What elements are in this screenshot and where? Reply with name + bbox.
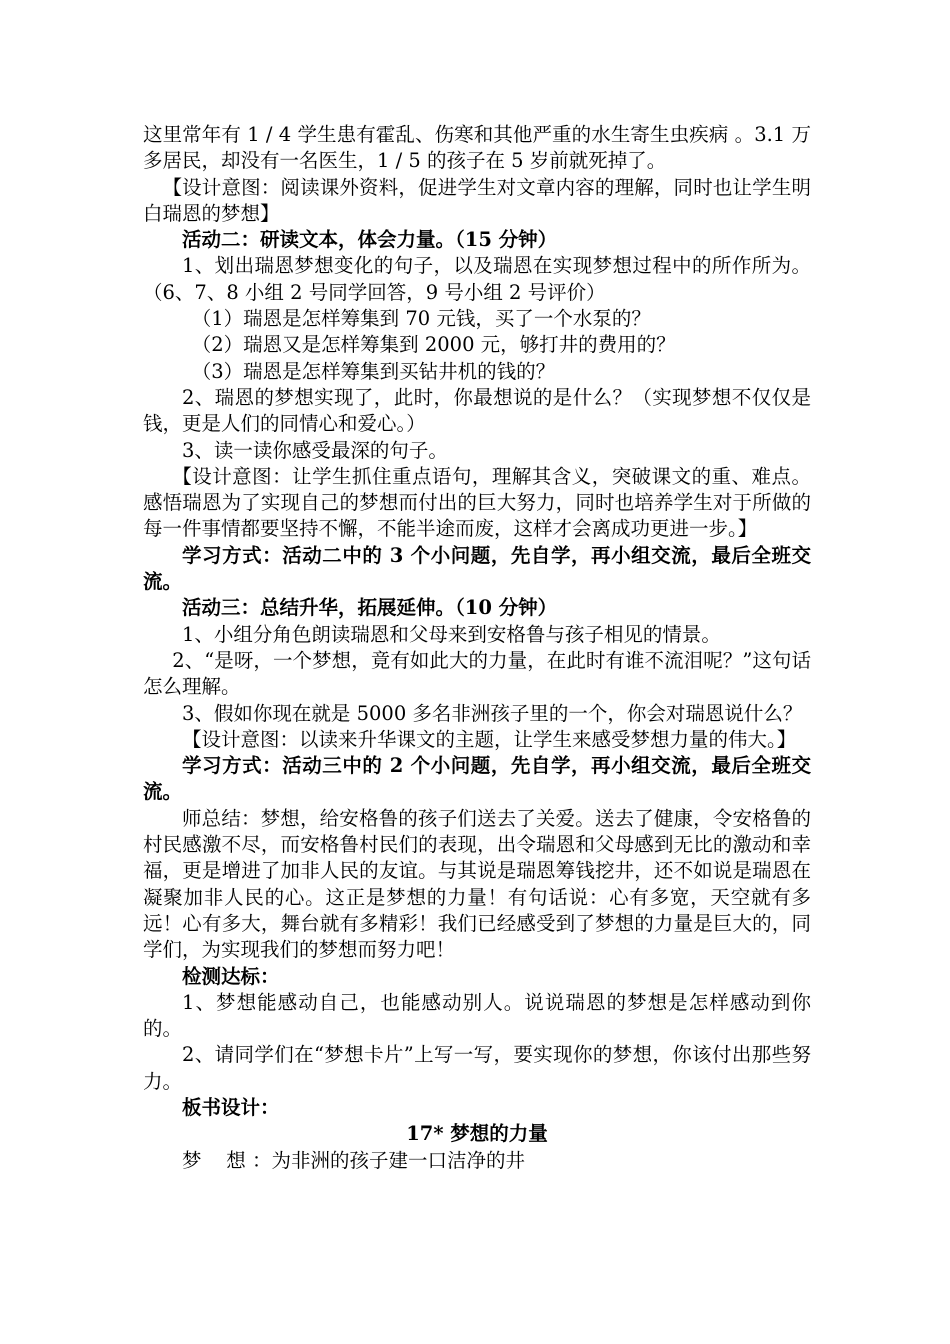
paragraph-assessment-1: 1、梦想能感动自己，也能感动别人。说说瑞恩的梦想是怎样感动到你的。 [143, 990, 811, 1041]
question-item-2: （2）瑞恩又是怎样筹集到 2000 元，够打井的费用的？ [191, 333, 676, 357]
paragraph-task-2: 2、瑞恩的梦想实现了，此时，你最想说的是什么？（实现梦想不仅仅是钱，更是人们的同情心和爱心。） [143, 385, 811, 436]
heading-activity-three: 活动三：总结升华，拓展延伸。（10 分钟） [182, 596, 558, 620]
document-body [143, 122, 811, 1174]
question-item-1: （1）瑞恩是怎样筹集到 70 元钱，买了一个水泵的？ [191, 307, 651, 331]
paragraph-teacher-summary: 师总结：梦想，给安格鲁的孩子们送去了关爱。送去了健康，令安格鲁的村民感激不尽，而安格鲁村民们的表现，出令瑞恩和父母感到无比的激动和幸福，更是增进了加非人民的友谊。与其说是瑞恩筹钱挖井，还不如说是瑞恩在凝聚加非人民的心。这正是梦想的力量！有句话说：心有多宽，天空就有多远！心有多大，舞台就有多精彩！我们已经感受到了梦想的力量是巨大的，同学们，为实现我们的梦想而努力吧！ [143, 806, 811, 962]
heading-activity-two: 活动二：研读文本，体会力量。（15 分钟） [182, 228, 558, 252]
paragraph-design-intent-2: 【设计意图：让学生抓住重点语句，理解其含义，突破课文的重、难点。感悟瑞恩为了实现自己的梦想而付出的巨大努力，同时也培养学生对于所做的每一件事情都要坚持不懈，不能半途而废，这样才会离成功更进一步。】 [143, 464, 811, 541]
learning-method-activity-two: 学习方式：活动二中的 3 个小问题，先自学，再小组交流，最后全班交流。 [143, 543, 811, 594]
paragraph-design-intent-1: 【设计意图：阅读课外资料，促进学生对文章内容的理解，同时也让学生明白瑞恩的梦想】 [143, 175, 811, 225]
paragraph-activity-three-task-2: 2、“是呀，一个梦想，竟有如此大的力量，在此时有谁不流泪呢？”这句话怎么理解。 [143, 648, 811, 699]
board-row-label: 梦 想 ： [182, 1148, 272, 1172]
heading-board-design: 板书设计： [182, 1095, 280, 1119]
heading-assessment: 检测达标： [182, 964, 280, 988]
paragraph-background-info: 这里常年有 1 / 4 学生患有霍乱、伤寒和其他严重的水生寄生虫疾病 。3.1 万多居民，却没有一名医生，1 / 5 的孩子在 5 岁前就死掉了。 [143, 123, 811, 173]
learning-method-activity-three: 学习方式：活动三中的 2 个小问题，先自学，再小组交流，最后全班交流。 [143, 754, 811, 804]
paragraph-assessment-2: 2、请同学们在“梦想卡片”上写一写，要实现你的梦想，你该付出那些努力。 [143, 1043, 811, 1093]
board-row [143, 1148, 811, 1174]
board-row-text: 为非洲的孩子建一口洁净的井 [271, 1148, 526, 1172]
paragraph-design-intent-3: 【设计意图：以读来升华课文的主题，让学生来感受梦想力量的伟大。】 [182, 727, 797, 751]
board-title: 17* 梦想的力量 [406, 1122, 548, 1146]
paragraph-task-1: 1、划出瑞恩梦想变化的句子，以及瑞恩在实现梦想过程中的所作所为。（6、7、8 小组 2 号同学回答，9 号小组 2 号评价） [143, 254, 811, 304]
paragraph-activity-three-task-3: 3、假如你现在就是 5000 多名非洲孩子里的一个，你会对瑞恩说什么？ [182, 701, 803, 725]
paragraph-task-3: 3、读一读你感受最深的句子。 [182, 438, 448, 462]
question-item-3: （3）瑞恩是怎样筹集到买钻井机的钱的？ [191, 359, 556, 383]
paragraph-activity-three-task-1: 1、小组分角色朗读瑞恩和父母来到安格鲁与孩子相见的情景。 [182, 622, 721, 646]
